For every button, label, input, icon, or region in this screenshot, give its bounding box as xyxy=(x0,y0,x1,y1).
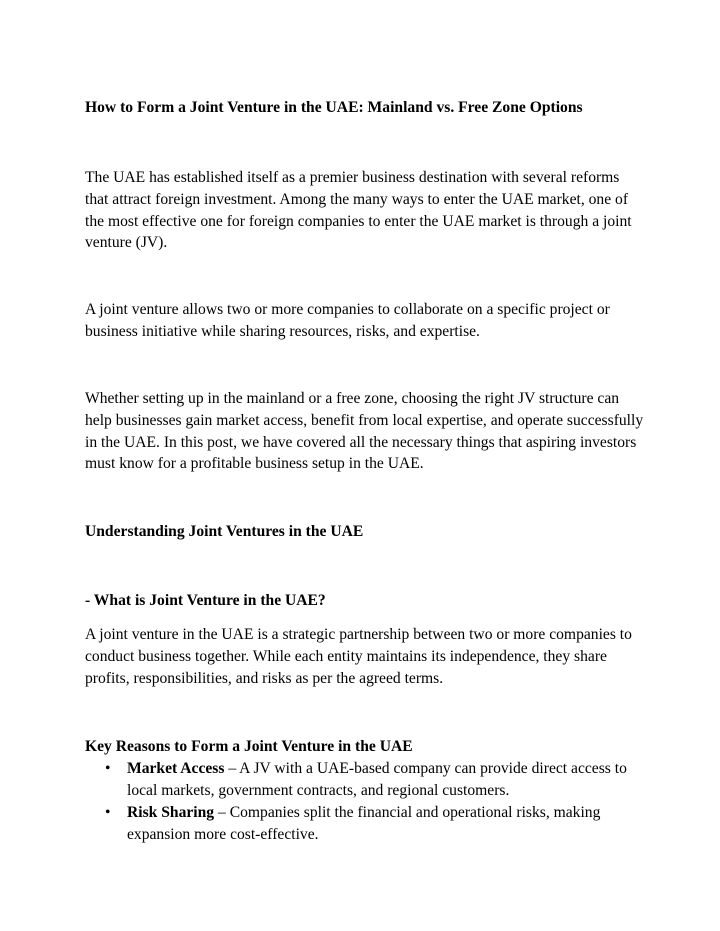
subheading: - What is Joint Venture in the UAE? xyxy=(85,592,326,609)
bullet-separator: – xyxy=(214,804,230,821)
bullet-term: Risk Sharing xyxy=(127,804,215,821)
section-heading: Understanding Joint Ventures in the UAE xyxy=(85,523,364,540)
bullet-description: Companies split the financial and operational risks, making expansion more cost-effective. xyxy=(127,804,601,843)
bullet-text xyxy=(127,758,647,802)
bullet-description: A JV with a UAE-based company can provide direct access to local markets, government contracts, and regional customers. xyxy=(127,760,627,799)
bullet-term: Market Access xyxy=(127,760,225,777)
bullet-marker: • xyxy=(105,804,111,821)
bullet-separator: – xyxy=(224,760,240,777)
intro-paragraph-3: Whether setting up in the mainland or a free zone, choosing the right JV structure can help businesses gain market access, benefit from local expertise, and operate successfully in the UAE. In this post, we have covered all the necessary things that aspiring investors must know for a profitable business setup in the UAE. xyxy=(85,390,644,473)
intro-paragraph-1: The UAE has established itself as a premier business destination with several reforms that attract foreign investment. Among the many ways to enter the UAE market, one of the most effective one for foreign companies to enter the UAE market is through a joint venture (JV). xyxy=(85,169,632,252)
reasons-heading: Key Reasons to Form a Joint Venture in the UAE xyxy=(85,738,413,755)
document-title: How to Form a Joint Venture in the UAE: Mainland vs. Free Zone Options xyxy=(85,99,583,116)
intro-paragraph-2: A joint venture allows two or more companies to collaborate on a specific project or business initiative while sharing resources, risks, and expertise. xyxy=(85,301,610,340)
bullet-text xyxy=(127,802,647,846)
sub-paragraph: A joint venture in the UAE is a strategic partnership between two or more companies to conduct business together. While each entity maintains its independence, they share profits, responsibilities, and risks as per the agreed terms. xyxy=(85,626,632,687)
bullet-marker: • xyxy=(105,760,111,777)
